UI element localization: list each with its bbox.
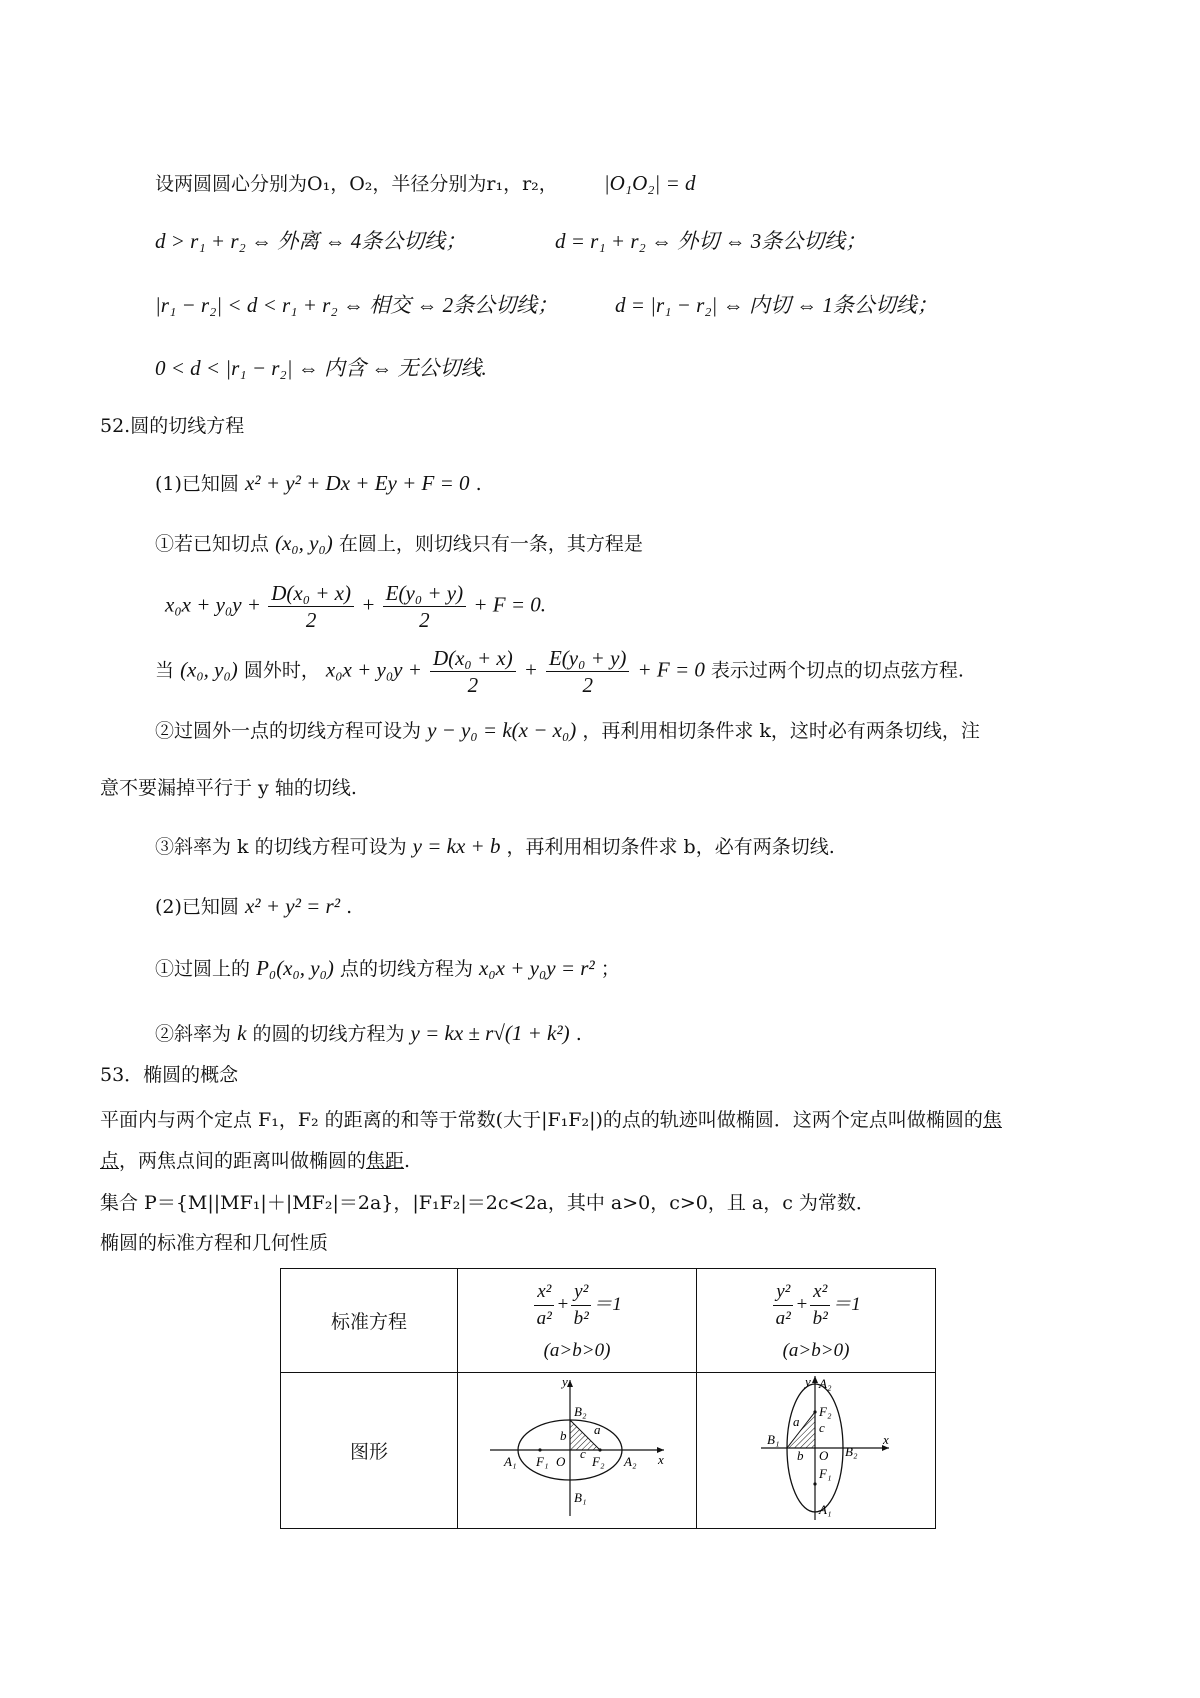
eq2-rhs: ＝1 [832, 1293, 861, 1315]
eq1-frac-1-num: x² [534, 1279, 554, 1306]
item4-point: P₀(x₀, y₀) [256, 956, 334, 980]
outside-tail: + F = 0 [637, 657, 705, 682]
label-B2: B₂ [845, 1444, 858, 1459]
outside-text-c: 表示过两个切点的切点弦方程. [710, 659, 964, 682]
label-F1: F₁ [536, 1454, 549, 1469]
label-A2: A₂ [819, 1376, 832, 1391]
def-term-dian: 点 [100, 1150, 120, 1172]
eq1-frac-1 [534, 1279, 554, 1332]
label-O: O [819, 1448, 829, 1463]
item4-text-b: 点的切线方程为 [339, 958, 473, 980]
eq2-frac-2-num: x² [810, 1279, 830, 1306]
eq2-frac-1-den: a² [775, 1308, 791, 1329]
label-x: x [658, 1452, 664, 1467]
y-axis-arrow-icon [567, 1380, 573, 1387]
ellipse-definition-cont [100, 1148, 410, 1174]
item1-point: (x₀, y₀) [275, 531, 333, 555]
tan-frac-1-den: 2 [305, 608, 317, 632]
label-B1: B₁ [767, 1432, 780, 1447]
label-c: c [580, 1446, 586, 1461]
item4-equation: x₀x + y₀y = r² [479, 956, 595, 980]
tan-frac-2-num: E(y₀ + y) [383, 580, 466, 607]
item2-continuation: 意不要漏掉平行于 y 轴的切线. [100, 777, 357, 799]
tan-frac-1 [268, 580, 354, 633]
case-intersect: |r₁ − r₂| < d < r₁ + r₂ ⇔ 相交 ⇔ 2条公切线； [155, 293, 559, 317]
item4-text-a: ①过圆上的 [155, 958, 251, 980]
figure-cell-horizontal [458, 1373, 697, 1529]
focus-F1 [813, 1482, 816, 1485]
row-label-equation: 标准方程 [281, 1269, 458, 1373]
row-label-figure: 图形 [281, 1373, 458, 1529]
horizontal-ellipse-figure [482, 1374, 672, 1522]
tan-frac-1-num: D(x₀ + x) [268, 580, 354, 607]
label-F1: F₁ [819, 1466, 832, 1481]
table-row-equation [281, 1269, 936, 1373]
label-b: b [797, 1448, 804, 1463]
label-A1: A₁ [819, 1502, 832, 1517]
eq1-plus: + [556, 1293, 570, 1315]
case-contained: 0 < d < |r₁ − r₂| ⇔ 内含 ⇔ 无公切线. [155, 356, 487, 380]
tangent-equation [165, 580, 546, 633]
sec52-p2 [155, 893, 352, 920]
p2-label: (2)已知圆 [155, 896, 239, 918]
def-text-a: 平面内与两个定点 F₁，F₂ 的距离的和等于常数(大于|F₁F₂|)的点的轨迹叫做椭圆．这两个定点叫做椭圆的 [100, 1109, 983, 1131]
set-definition: 集合 P＝{M||MF₁|＋|MF₂|＝2a}，|F₁F₂|＝2c<2a，其中 a>0，c>0，且 a，c 为常数． [100, 1192, 875, 1214]
dist-formula: |O₁O₂| = d [603, 171, 696, 195]
equation-cell-vertical [697, 1269, 936, 1373]
def-end: . [404, 1150, 411, 1172]
equation-horizontal [459, 1279, 695, 1332]
label-O: O [556, 1454, 566, 1469]
item5-text-b: 的圆的切线方程为 [252, 1023, 405, 1045]
outside-lead: x₀x + y₀y + [325, 657, 422, 682]
ellipse-definition [100, 1107, 1002, 1133]
sec52-title: 52.圆的切线方程 [100, 415, 245, 437]
ellipse-table [280, 1268, 936, 1529]
eq1-frac-2-den: b² [573, 1308, 589, 1329]
y-axis-arrow-icon [812, 1376, 818, 1383]
item1-text-b: 在圆上，则切线只有一条，其方程是 [338, 533, 643, 555]
eq2-frac-2-den: b² [812, 1308, 828, 1329]
eq1-frac-2 [571, 1279, 591, 1332]
eq1-rhs: ＝1 [593, 1293, 622, 1315]
p2-equation: x² + y² = r² [244, 894, 341, 918]
item2-text-a: ②过圆外一点的切线方程可设为 [155, 720, 422, 742]
sec52-item1 [155, 530, 643, 557]
label-y: y [805, 1374, 811, 1389]
item1-text-a: ①若已知切点 [155, 533, 270, 555]
eq1-condition: (a>b>0) [543, 1340, 611, 1361]
sec52-item2 [155, 717, 980, 744]
tan-lead: x₀x + y₀y + [165, 592, 261, 617]
sec53-title: 53．椭圆的概念 [100, 1064, 239, 1086]
item3-text-b: ，再利用相切条件求 b，必有两条切线. [506, 836, 835, 858]
p2-end: . [346, 896, 353, 918]
item2-text-b: ，再利用相切条件求 k，这时必有两条切线，注 [582, 720, 980, 742]
eq1-frac-1-den: a² [536, 1308, 552, 1329]
eq2-plus: + [795, 1293, 809, 1315]
circle-intro [155, 170, 696, 197]
label-a: a [594, 1422, 601, 1437]
focus-F2 [598, 1448, 601, 1451]
outside-text-b: 圆外时， [243, 659, 320, 682]
item5-k: k [237, 1021, 247, 1045]
tan-frac-2-den: 2 [419, 608, 430, 632]
item3-text-a: ③斜率为 k 的切线方程可设为 [155, 836, 407, 858]
outside-frac-1-num: D(x₀ + x) [430, 645, 516, 672]
outside-frac-2-num: E(y₀ + y) [546, 645, 629, 672]
label-F2: F₂ [819, 1404, 832, 1419]
label-B1: B₁ [574, 1490, 587, 1505]
label-b: b [560, 1428, 567, 1443]
item5-text-a: ②斜率为 [155, 1023, 232, 1045]
outside-text-a: 当 [155, 659, 175, 682]
item5-end: . [575, 1023, 582, 1045]
def-text-b: ，两焦点间的距离叫做椭圆的 [119, 1150, 367, 1172]
outside-frac-1 [430, 645, 516, 698]
outside-frac-2 [546, 645, 629, 698]
focus-F1 [538, 1448, 541, 1451]
label-F2: F₂ [592, 1454, 605, 1469]
label-x: x [883, 1432, 889, 1447]
tan-tail: + F = 0. [473, 592, 547, 617]
p1-end: . [475, 473, 482, 495]
tan-plus: + [361, 592, 376, 617]
sec52-p1 [155, 470, 482, 497]
outside-frac-2-den: 2 [582, 673, 593, 697]
label-a: a [793, 1414, 800, 1429]
properties-title: 椭圆的标准方程和几何性质 [100, 1232, 329, 1254]
table-row-figure [281, 1373, 936, 1529]
case-external-tangent: d = r₁ + r₂ ⇔ 外切 ⇔ 3条公切线； [555, 229, 867, 253]
case-separate: d > r₁ + r₂ ⇔ 外离 ⇔ 4条公切线； [155, 229, 467, 253]
p1-equation: x² + y² + Dx + Ey + F = 0 [244, 471, 470, 495]
vertical-ellipse-figure [721, 1374, 911, 1522]
outside-frac-1-den: 2 [467, 673, 479, 697]
sec52-item5 [155, 1020, 582, 1047]
item4-end: ； [600, 958, 620, 980]
p1-label: (1)已知圆 [155, 473, 239, 495]
item2-equation: y − y₀ = k(x − x₀) [427, 718, 577, 742]
tan-frac-2 [383, 580, 466, 633]
def-term-jiao: 焦 [982, 1109, 1002, 1131]
eq2-condition: (a>b>0) [782, 1340, 850, 1361]
hatched-triangle [787, 1412, 815, 1448]
def-term-jiaoju: 焦距 [366, 1150, 405, 1172]
eq2-frac-1 [773, 1279, 793, 1332]
focus-F2 [813, 1410, 816, 1413]
eq2-frac-2 [810, 1279, 830, 1332]
item3-equation: y = kx + b [412, 834, 501, 858]
sec52-item4 [155, 955, 620, 982]
outside-point: (x₀, y₀) [180, 657, 238, 682]
label-y: y [562, 1374, 568, 1389]
label-c: c [819, 1420, 825, 1435]
outside-plus: + [523, 657, 538, 682]
equation-cell-horizontal [458, 1269, 697, 1373]
label-B2: B₂ [574, 1404, 587, 1419]
item5-equation: y = kx ± r√(1 + k²) [410, 1021, 570, 1045]
eq1-frac-2-num: y² [571, 1279, 591, 1306]
outside-line [155, 645, 964, 698]
sec52-item3 [155, 833, 835, 860]
case-internal-tangent: d = |r₁ − r₂| ⇔ 内切 ⇔ 1条公切线； [615, 293, 938, 317]
figure-cell-vertical [697, 1373, 936, 1529]
circle-intro-text: 设两圆圆心分别为O₁，O₂，半径分别为r₁，r₂， [155, 173, 558, 195]
label-A1: A₁ [504, 1454, 517, 1469]
equation-vertical [698, 1279, 934, 1332]
label-A2: A₂ [624, 1454, 637, 1469]
eq2-frac-1-num: y² [773, 1279, 793, 1306]
